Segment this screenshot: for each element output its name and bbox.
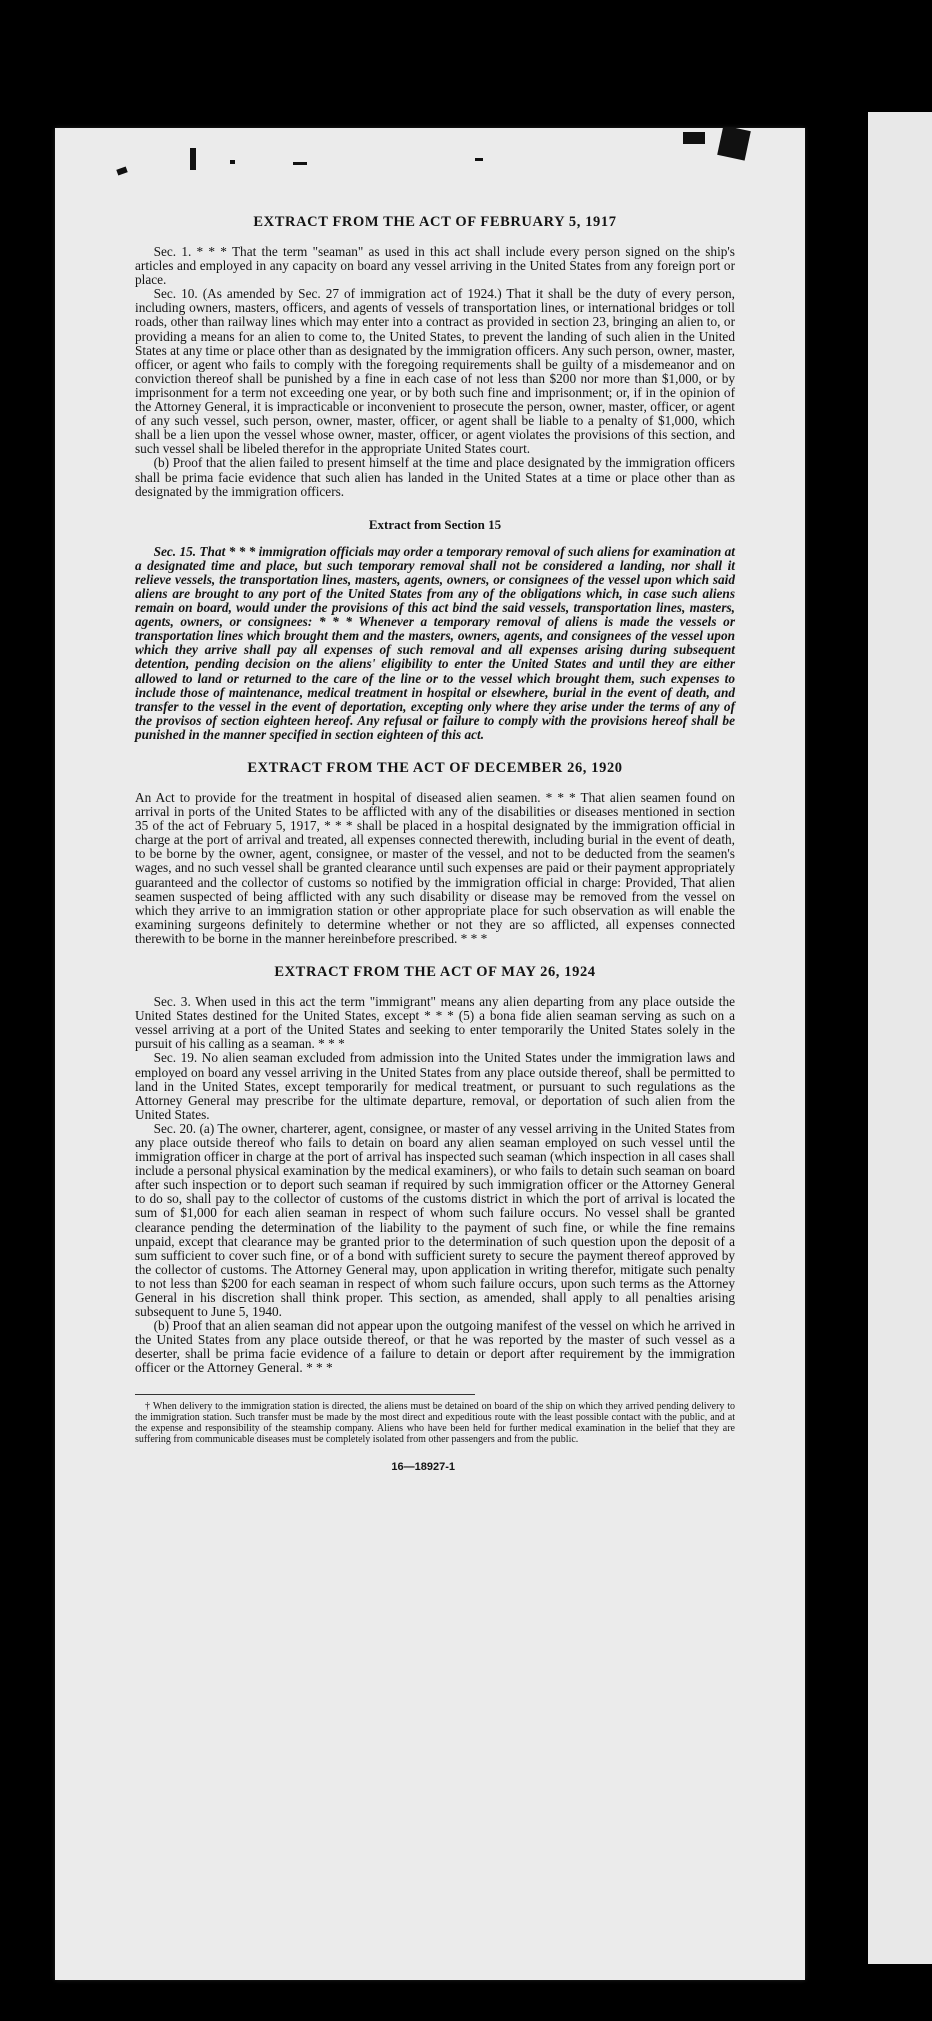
paragraph-sec-1: Sec. 1. * * * That the term "seaman" as used in this act shall include every person signed on the ship's articles and employed in any capacity on board any vessel arriving in the United States from any foreign port or place.	[135, 244, 735, 288]
paragraph-sec-15: Sec. 15. That * * * immigration officials may order a temporary removal of such aliens for examination at a designated time and place, but such temporary removal shall not be considered a landing, nor shall it relieve vessels, the transportation lines, masters, agents, owners, or consignees of the vessel upon which said aliens are brought to any port of the United States from any of the obligations which, in case such aliens remain on board, would under the provisions of this act bind the said vessels, transportation lines, masters, agents, owners, or consignees: * * * Whenever a temporary removal of aliens is made the vessels or transportation lines which brought them and the masters, owners, agents, and consignees of the vessel upon which they arrive shall pay all expenses of such removal and all expenses arising during subsequent detention, pending decision on the aliens' eligibility to enter the United States and until they are either allowed to land or returned to the care of the line or to the vessel which brought them, such expenses to include those of maintenance, medical treatment in hospital or elsewhere, burial in the event of death, and transfer to the vessel in the event of deportation, excepting only where they arise under the terms of any of the provisos of section eighteen hereof. Any refusal or failure to comply with the provisions hereof shall be punished in the manner specified in section eighteen of this act.	[135, 543, 735, 742]
footnote-block	[135, 1394, 735, 1445]
section-act-1920	[135, 760, 735, 946]
scan-speck	[475, 158, 483, 161]
heading-act-1924: EXTRACT FROM THE ACT OF MAY 26, 1924	[274, 964, 596, 981]
heading-act-1917: EXTRACT FROM THE ACT OF FEBRUARY 5, 1917	[253, 214, 617, 230]
paragraph-sec-20-b: (b) Proof that an alien seaman did not appear upon the outgoing manifest of the vessel on which he arrived in the United States from any place outside thereof, or that he was reported by the master of such vessel as a deserter, shall be prima facie evidence of a failure to detain or deport after requirement by the immigration officer or the Attorney General. * * *	[135, 1318, 735, 1376]
section-act-1917	[135, 214, 735, 499]
footnote-rule	[135, 1394, 475, 1401]
footnote-text: † When delivery to the immigration station is directed, the aliens must be detained on board of the ship on which they arrived pending delivery to the immigration station. Such transfer must be made by the most direct and expeditious route with the least possible contact with the public, and at the expense and responsibility of the steamship company. Aliens who have been held for further medical examination in the belief that they are suffering from communicable diseases must be completely isolated from other passengers and from the public.	[135, 1400, 735, 1445]
section-act-1924	[135, 964, 735, 1376]
scan-speck	[116, 166, 127, 175]
scan-speck	[683, 132, 705, 144]
paragraph-sec-20-a: Sec. 20. (a) The owner, charterer, agent, consignee, or master of any vessel arriving in the United States from any place outside thereof who fails to detain on board any alien seaman employed on such vessel until the immigration officer in charge at the port of arrival has inspected such seaman (which inspection in all cases shall include a personal physical examination by the medical examiners), or who fails to detain such seaman on board after such inspection or to deport such seaman if required by such immigration officer or the Attorney General to do so, shall pay to the collector of customs of the customs district in which the port of arrival is located the sum of $1,000 for each alien seaman in respect of whom such failure occurs. No vessel shall be granted clearance pending the determination of the liability to the payment of such fine, or while the fine remains unpaid, except that clearance may be granted prior to the determination of such question upon the deposit of a sum sufficient to cover such fine, or of a bond with sufficient surety to secure the payment thereof approved by the collector of customs. The Attorney General may, upon application in writing therefor, mitigate such penalty to not less than $200 for each seaman in respect of whom such failure occurs, upon such terms as the Attorney General in his discretion shall think proper. This section, as amended, shall apply to all penalties arising subsequent to June 5, 1940.	[135, 1120, 735, 1320]
adjacent-page-strip	[868, 112, 932, 1964]
paragraph-sec-10: Sec. 10. (As amended by Sec. 27 of immigration act of 1924.) That it shall be the duty of every person, including owners, masters, officers, and agents of vessels of transportation lines, or international bridges or toll roads, other than railway lines which may enter into a contract as provided in section 23, bringing an alien to, or providing a means for an alien to come to, the United States, to prevent the landing of such alien in the United States at any time or place other than as designated by the immigration officers. Any such person, owner, master, officer, or agent who fails to comply with the foregoing requirements shall be guilty of a misdemeanor and on conviction thereof shall be punished by a fine in each case of not less than $200 nor more than $1,000, or by imprisonment for a term not exceeding one year, or by both such fine and imprisonment; or, if in the opinion of the Attorney General, it is impracticable or inconvenient to prosecute the person, owner, master, officer, or agent of any such vessel, such person, owner, master, officer, or agent shall be liable to a penalty of $1,000, which shall be a lien upon the vessel whose owner, master, officer, or agent violates the provisions of this section, and such vessel shall be libeled therefor in the appropriate United States court.	[135, 286, 735, 457]
document-body	[135, 214, 735, 1473]
document-number: 16—18927-1	[391, 1460, 455, 1473]
document-page	[55, 128, 805, 1980]
paragraph-sec-3: Sec. 3. When used in this act the term "immigrant" means any alien departing from any place outside the United States destined for the United States, except * * * (5) a bona fide alien seaman serving as such on a vessel arriving at a port of the United States and seeking to enter temporarily the United States solely in the pursuit of his calling as a seaman. * * *	[135, 994, 735, 1052]
paragraph-sec-19: Sec. 19. No alien seaman excluded from admission into the United States under the immigration laws and employed on board any vessel arriving in the United States from any place outside thereof, shall be permitted to land in the United States, except temporarily for medical treatment, or pursuant to such regulations as the Attorney General may prescribe for the ultimate departure, removal, or deportation of such alien from the United States.	[135, 1050, 735, 1122]
scan-speck	[717, 128, 751, 161]
paragraph-sec-10-b: (b) Proof that the alien failed to present himself at the time and place designated by the immigration officers shall be prima facie evidence that such alien has landed in the United States at a time or place other than as designated by the immigration officers.	[135, 455, 735, 499]
section-15	[135, 517, 735, 742]
scan-speck	[230, 160, 235, 164]
scan-speck	[190, 148, 196, 170]
heading-section-15: Extract from Section 15	[368, 516, 502, 532]
paragraph-act-1920: An Act to provide for the treatment in hospital of diseased alien seamen. * * * That alien seamen found on arrival in ports of the United States to be afflicted with any of the disabilities or diseases mentioned in section 35 of the act of February 5, 1917, * * * shall be placed in a hospital designated by the immigration official in charge at the port of arrival and treated, all expenses connected therewith, including burial in the event of death, to be borne by the owner, agent, consignee, or master of the vessel, and not to be deducted from the seamen's wages, and no such vessel shall be granted clearance until such expenses are paid or their payment appropriately guaranteed and the collector of customs so notified by the immigration official in charge: Provided, That alien seamen suspected of being afflicted with any such disability or disease may be removed from the vessel on which they arrive to an immigration station or other appropriate place for such observation as will enable the examining surgeons definitely to determine whether or not they are so afflicted, all expenses connected therewith to be borne in the manner hereinbefore prescribed. * * *	[135, 790, 735, 946]
heading-act-1920: EXTRACT FROM THE ACT OF DECEMBER 26, 1920	[247, 760, 623, 776]
scan-speck	[293, 162, 307, 165]
